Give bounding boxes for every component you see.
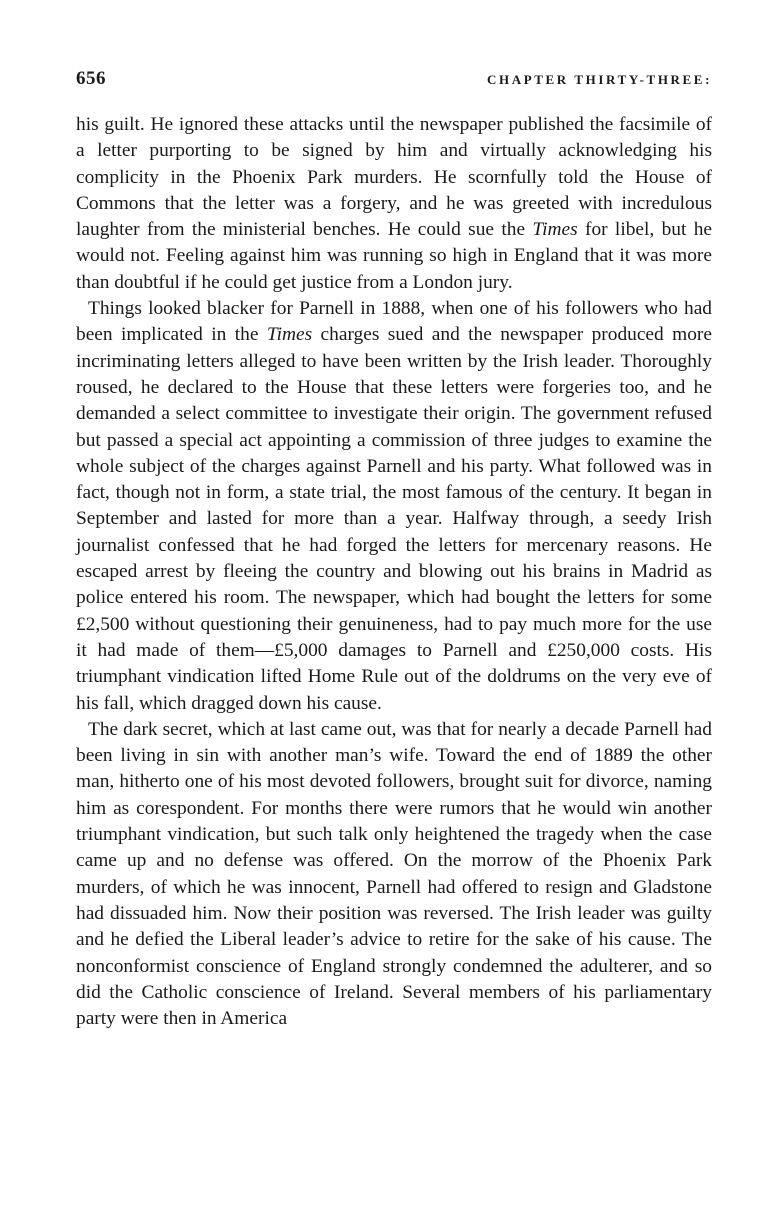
page-number: 656 <box>76 68 106 89</box>
body-text <box>76 112 712 1032</box>
text-span: for libel, but he would not. Feeling against him was running so high in England that it was more than doubtful if he could get justice from a London jury. <box>76 219 712 293</box>
text-span: his guilt. He ignored these attacks until the newspaper published the facsimile of a letter purporting to be signed by him and virtually acknowledging his complicity in the Phoenix Park murders. He scornfully told the House of Commons that the letter was a forgery, and he was greeted with incredulous laughter from the ministerial benches. He could sue the <box>76 114 712 241</box>
text-span: The dark secret, which at last came out, was that for nearly a decade Parnell had been living in sin with another man’s wife. Toward the end of 1889 the other man, hitherto one of his most devoted followers, brought suit for divorce, naming him as corespondent. For months there were rumors that he would win another triumphant vindication, but such talk only heightened the tragedy when the case came up and no defense was offered. On the morrow of the Phoenix Park murders, of which he was innocent, Parnell had offered to resign and Gladstone had dissuaded him. Now their position was reversed. The Irish leader was guilty and he defied the Liberal leader’s advice to retire for the sake of his cause. The nonconformist conscience of England strongly condemned the adulterer, and so did the Catholic conscience of Ireland. Several members of his parliamentary party were then in America <box>76 718 712 1030</box>
text-span: charges sued and the newspaper produced more incriminating letters alleged to have been written by the Irish leader. Thoroughly roused, he declared to the House that these letters were forgeries too, and he demanded a select committee to investigate their origin. The government refused but passed a special act appointing a commission of three judges to examine the whole subject of the charges against Parnell and his party. What followed was in fact, though not in form, a state trial, the most famous of the century. It began in September and lasted for more than a year. Halfway through, a seedy Irish journalist confessed that he had forged the letters for mercenary reasons. He escaped arrest by fleeing the country and blowing out his brains in Madrid as police entered his room. The newspaper, which had bought the letters for some £2,500 without questioning their genuineness, had to pay much more for the use it had made of them—£5,000 damages to Parnell and £250,000 costs. His triumphant vindication lifted Home Rule out of the doldrums on the very eve of his fall, which dragged down his cause. <box>76 324 712 714</box>
paragraph-1 <box>76 112 712 296</box>
italic-title: Times <box>266 324 313 346</box>
italic-title: Times <box>532 219 578 241</box>
paragraph-3 <box>76 717 712 1033</box>
paragraph-2 <box>76 296 712 717</box>
running-head <box>76 68 712 96</box>
chapter-heading: CHAPTER THIRTY-THREE: <box>487 72 712 87</box>
book-page <box>76 68 712 1032</box>
text-span: Things looked blacker for Parnell in 1888, when one of his followers who had been implicated in the <box>76 298 712 346</box>
